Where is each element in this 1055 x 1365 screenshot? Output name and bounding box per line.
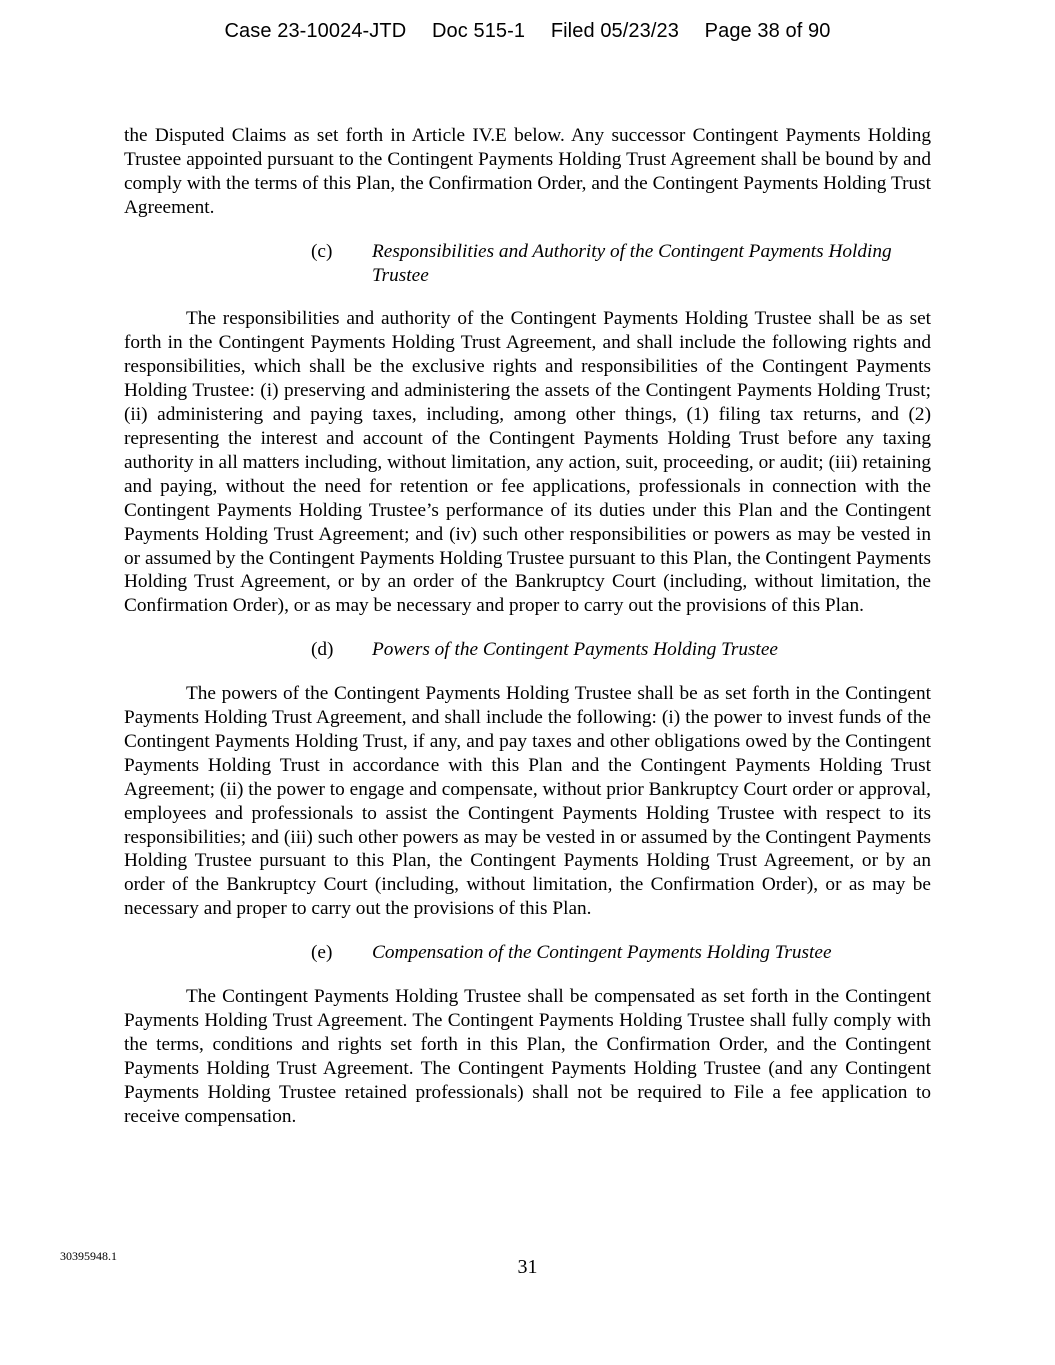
intro-paragraph: the Disputed Claims as set forth in Article IV.E below. Any successor Contingent Payments Holding Trustee appointed pursuant to the Contingent Payments Holding Trust Agreement shall be bound by and comply with the terms of this Plan, the Confirmation Order, and the Contingent Payments Holding Trust Agreement. [124,125,931,218]
section-number: (c) [311,240,333,262]
section-paragraph-d: The powers of the Contingent Payments Holding Trustee shall be as set forth in the Contingent Payments Holding Trust Agreement, and shall include the following: (i) the power to invest funds of the Contingent Payments Holding Trust, if any, and pay taxes and other obligations owed by the Contingent Payments Holding Trust in accordance with this Plan and the Contingent Payments Holding Trust Agreement; (ii) the power to engage and compensate, without prior Bankruptcy Court order or approval, employees and professionals to assist the Contingent Payments Holding Trustee with respect to its responsibilities; and (iii) such other powers as may be vested in or assumed by the Contingent Payments Holding Trustee pursuant to this Plan, the Contingent Payments Holding Trust Agreement, or by an order of the Bankruptcy Court (including, without limitation, the Confirmation Order), or as may be necessary and proper to carry out the provisions of this Plan. [124,683,931,920]
document-body [124,124,931,1129]
section-title: Compensation of the Contingent Payments Holding Trustee [372,942,832,964]
case-number: Case 23-10024-JTD [224,20,407,42]
section-title: Responsibilities and Authority of the Contingent Payments Holding Trustee [372,240,892,286]
document-id: 30395948.1 [60,1249,117,1263]
filed-date: Filed 05/23/23 [550,20,679,42]
case-header [0,20,1055,43]
document-number: Doc 515-1 [431,20,526,42]
section-paragraph-e: The Contingent Payments Holding Trustee shall be compensated as set forth in the Contingent Payments Holding Trust Agreement. The Contingent Payments Holding Trustee shall fully comply with the terms, conditions and rights set forth in this Plan, the Confirmation Order, and the Contingent Payments Holding Trust Agreement. The Contingent Payments Holding Trustee (and any Contingent Payments Holding Trustee retained professionals) shall not be required to File a fee application to receive compensation. [124,986,931,1127]
page-number: 31 [517,1256,538,1278]
section-heading-e [124,941,931,965]
section-title: Powers of the Contingent Payments Holding Trustee [372,639,778,661]
section-number: (d) [311,639,334,661]
section-paragraph-c: The responsibilities and authority of the Contingent Payments Holding Trustee shall be as set forth in the Contingent Payments Holding Trust Agreement, and shall include the following rights and responsibilities, which shall be the exclusive rights and responsibilities of the Contingent Payments Holding Trustee: (i) preserving and administering the assets of the Contingent Payments Holding Trust; (ii) administering and paying taxes, including, among other things, (1) filing tax returns, and (2) representing the interest and account of the Contingent Payments Holding Trust before any taxing authority in all matters including, without limitation, any action, suit, proceeding, or audit; (iii) retaining and paying, without the need for retention or fee applications, professionals in connection with the Contingent Payments Holding Trustee’s performance of its duties under this Plan and the Contingent Payments Holding Trust Agreement; and (iv) such other responsibilities or powers as may be vested in or assumed by the Contingent Payments Holding Trustee pursuant to this Plan, the Contingent Payments Holding Trust Agreement, or by an order of the Bankruptcy Court (including, without limitation, the Confirmation Order), or as may be necessary and proper to carry out the provisions of this Plan. [124,308,931,617]
section-heading-c [124,240,931,288]
section-heading-d [124,638,931,662]
page-indicator: Page 38 of 90 [704,20,831,42]
section-number: (e) [311,942,333,964]
